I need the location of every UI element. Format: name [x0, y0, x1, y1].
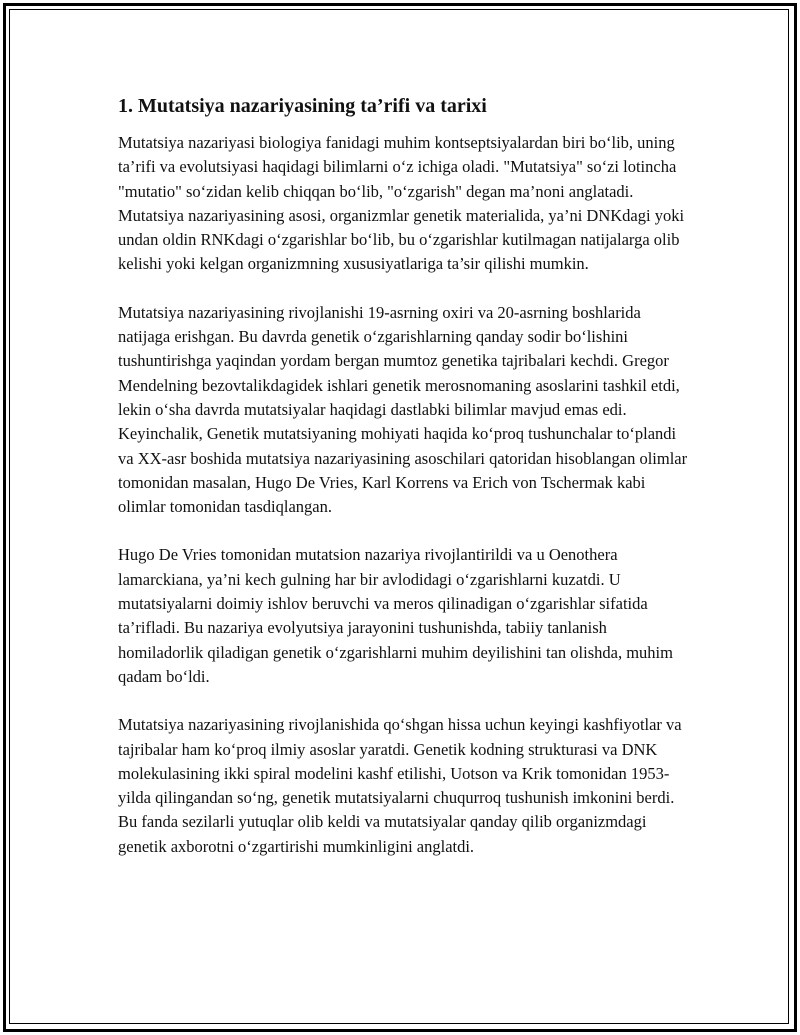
paragraph-later-discoveries: Mutatsiya nazariyasining rivojlanishida qo‘shgan hissa uchun keyingi kashfiyotlar va tajribalar ham ko‘proq ilmiy asoslar yaratdi. Genetik kodning strukturasi va DNK molekulasining ikki spiral modelini kashf etilishi, Uotson va Krik tomonidan 1953-yilda qilingandan so‘ng, genetik mutatsiyalarni chuqurroq tushunish imkonini berdi. Bu fanda sezilarli yutuqlar olib keldi va mutatsiyalar qanday qilib organizmdagi genetik axborotni o‘zgartirishi mumkinligini anglatdi. — [118, 715, 682, 856]
paragraph-de-vries: Hugo De Vries tomonidan mutatsion nazariya rivojlantirildi va u Oenothera lamarckiana, ya’ni kech gulning har bir avlodidagi o‘zgarishlarni kuzatdi. U mutatsiyalarni doimiy ishlov beruvchi va meros qilinadigan o‘zgarishlar sifatida ta’rifladi. Bu nazariya evolyutsiya jarayonini tushunishda, tabiiy tanlanish homiladorlik qiladigan genetik o‘zgarishlarni muhim deyilishini tan olishda, muhim qadam bo‘ldi. — [118, 545, 673, 686]
section-title: 1. Mutatsiya nazariyasining ta’rifi va tarixi — [118, 95, 487, 117]
paragraph-definition: Mutatsiya nazariyasi biologiya fanidagi muhim kontseptsiyalardan biri bo‘lib, uning ta’rifi va evolutsiyasi haqidagi bilimlarni o‘z ichiga oladi. "Mutatsiya" so‘zi lotincha "mutatio" so‘zidan kelib chiqqan bo‘lib, "o‘zgarish" degan ma’noni anglatadi. Mutatsiya nazariyasining asosi, organizmlar genetik materialida, ya’ni DNKdagi yoki undan oldin RNKdagi o‘zgarishlar bo‘lib, bu o‘zgarishlar kutilmagan natijalarga olib kelishi yoki kelgan organizmning xususiyatlariga ta’sir qilishi mumkin. — [118, 133, 685, 274]
paragraph-history: Mutatsiya nazariyasining rivojlanishi 19-asrning oxiri va 20-asrning boshlarida natijaga erishgan. Bu davrda genetik o‘zgarishlarning qanday sodir bo‘lishini tushuntirishga yaqindan yordam bergan mumtoz genetika tajribalari kechdi. Gregor Mendelning bezovtalikdagidek ishlari genetik merosnomaning asoslarini tashkil etdi, lekin o‘sha davrda mutatsiyalar haqidagi dastlabki bilimlar mavjud emas edi. Keyinchalik, Genetik mutatsiyaning mohiyati haqida ko‘proq tushunchalar to‘plandi va XX-asr boshida mutatsiya nazariyasining asoschilari qatoridan hisoblangan olimlar tomonidan masalan, Hugo De Vries, Karl Korrens va Erich von Tschermak kabi olimlar tomonidan tasdiqlangan. — [118, 302, 688, 517]
document-body — [118, 93, 693, 883]
